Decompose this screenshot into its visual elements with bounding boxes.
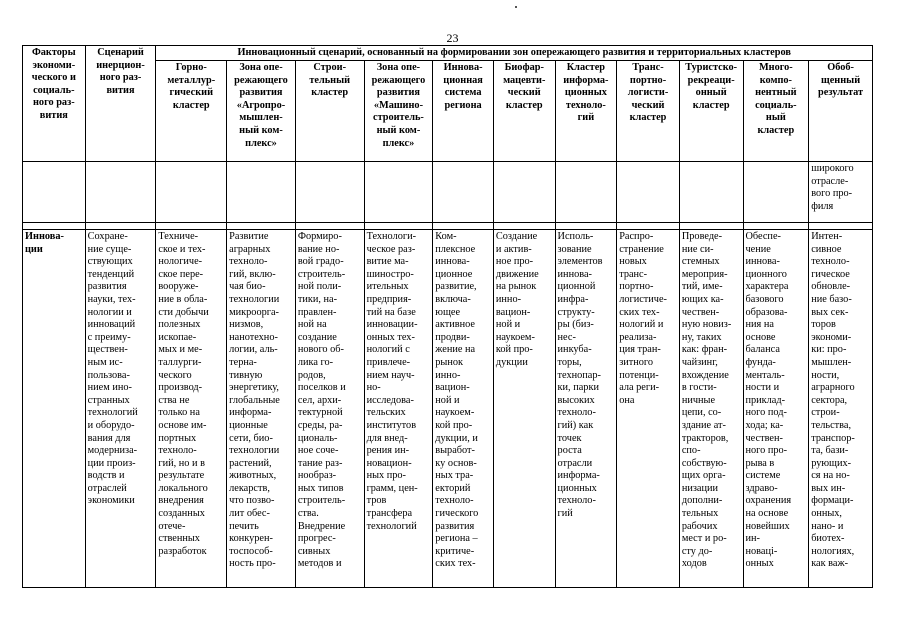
scan-dot [515, 6, 517, 8]
table-cell: Техниче- ское и тех- нологиче- ское пере- вооруже- ние в обла- сти добычи полезных ископае- мых и ме- таллурги- ческого производ- ства не только на основе им- портных техноло- гий, но и в результате локального внедрения созданных отече- ственных разработок [156, 230, 227, 588]
header-social-cluster: Много- компо- нентный социаль- ный кластер [743, 61, 809, 162]
header-tourism-cluster: Туристско- рекреаци- онный кластер [679, 61, 743, 162]
header-row [23, 46, 873, 61]
header-generalized-result: Обоб- щенный результат [809, 61, 873, 162]
table-cell: Развитие аграрных техноло- гий, вклю- чая био- технологии микроорга- низмов, нанотехно- логии, аль- терна- тивную энергетику, глобальные информа- ционные сети, био- технологии растений, животных, лекарств, что позво- лит обес- печить конкурен- тоспособ- ность про- [227, 230, 296, 588]
header-agro-zone: Зона опе- режающего развития «Агропро- мышлен- ный ком- плекс» [227, 61, 296, 162]
header-construction-cluster: Строи- тельный кластер [295, 61, 364, 162]
table-cell: Распро- странение новых транс- портно- логистиче- ских тех- нологий и реализа- ция тран- зитного потенци- ала реги- она [617, 230, 680, 588]
factor-cell: Иннова- ции [23, 230, 86, 588]
header-innovative-scenario: Инновационный сценарий, основанный на формировании зон опережающего развития и территориальных кластеров [156, 46, 873, 61]
header-innovation-system: Иннова- ционная система региона [433, 61, 494, 162]
header-mining-cluster: Горно- металлур- гический кластер [156, 61, 227, 162]
table-cell: Формиро- вание но- вой градо- строитель- ной поли- тики, на- правлен- ной на создание нового об- лика го- родов, поселков и сел, архи- тектурной среды, ра- циональ- ное соче- тание раз- нообраз- ных типов строитель- ства. Внедрение прогрес- сивных методов и [295, 230, 364, 588]
header-factors: Факторы экономи- ческого и социаль- ного раз- вития [23, 46, 86, 162]
header-it-cluster: Кластер информа- ционных техноло- гий [555, 61, 617, 162]
header-machinery-zone: Зона опе- режающего развития «Машино- строитель- ный ком- плекс» [364, 61, 433, 162]
table-cell: Исполь- зование элементов иннова- ционной инфра- структу- ры (биз- нес- инкуба- торы, технопар- ки, парки высоких техноло- гий) как точек роста отрасли информа- ционных техноло- гий [555, 230, 617, 588]
header-logistics-cluster: Транс- портно- логисти- ческий кластер [617, 61, 680, 162]
scenario-table [22, 45, 873, 588]
table-cell: Ком- плексное иннова- ционное развитие, включа- ющее активное продви- жение на рынок инно- вацион- ной и наукоем- кой про- дукции, и выработ- ку основ- ных тра- екторий техноло- гического развития региона – критиче- ских тех- [433, 230, 494, 588]
table-cell: Создание и актив- ное про- движение на рынок инно- вацион- ной и наукоем- кой про- дукции [493, 230, 555, 588]
table-cell: Технологи- ческое раз- витие ма- шиностро- ительных предприя- тий на базе инновации- онных тех- нологий с привлече- нием науч- но- исследова- тельских институтов для внед- рения ин- новацион- ных про- грамм, цен- тров трансфера технологий [364, 230, 433, 588]
gap-row [23, 223, 873, 230]
table-cell: Обеспе- чение иннова- ционного характера базового образова- ния на основе баланса фунда- менталь- ности и приклад- ного под- хода; ка- чествен- ного про- рыва в системе здраво- охранения на основе новейших ин- новацi- онных [743, 230, 809, 588]
table-cell: Интен- сивное техноло- гическое обновле- ние базо- вых сек- торов экономи- ки: про- мышлен- ности, аграрного сектора, строи- тельства, транспор- та, бази- рующих- ся на но- вых ин- формаци- онных, нано- и биотех- нологиях, как важ- [809, 230, 873, 588]
header-biopharma-cluster: Биофар- мацевти- ческий кластер [493, 61, 555, 162]
table-row [23, 230, 873, 588]
header-inertial-scenario: Сценарий инерцион- ного раз- вития [85, 46, 156, 162]
continuation-row [23, 162, 873, 223]
page-number: 23 [446, 31, 459, 45]
table-cell: Проведе- ние си- стемных мероприя- тий, име- ющих ка- чествен- ную новиз- ну, таких как: фран- чайзинг, вхождение в гости- ничные цепи, со- здание ат- тракторов, спо- собствую- щих орга- низации дополни- тельных рабочих мест и ро- сту до- ходов [679, 230, 743, 588]
table-cell: Сохране- ние суще- ствующих тенденций развития науки, тех- нологии и инноваций с преиму- ществен- ным ис- пользова- нием ино- странных технологий и оборудо- вания для модерниза- ции произ- водств и отраслей экономики [85, 230, 156, 588]
continuation-cell: широкого отрасле- вого про- филя [809, 162, 873, 223]
